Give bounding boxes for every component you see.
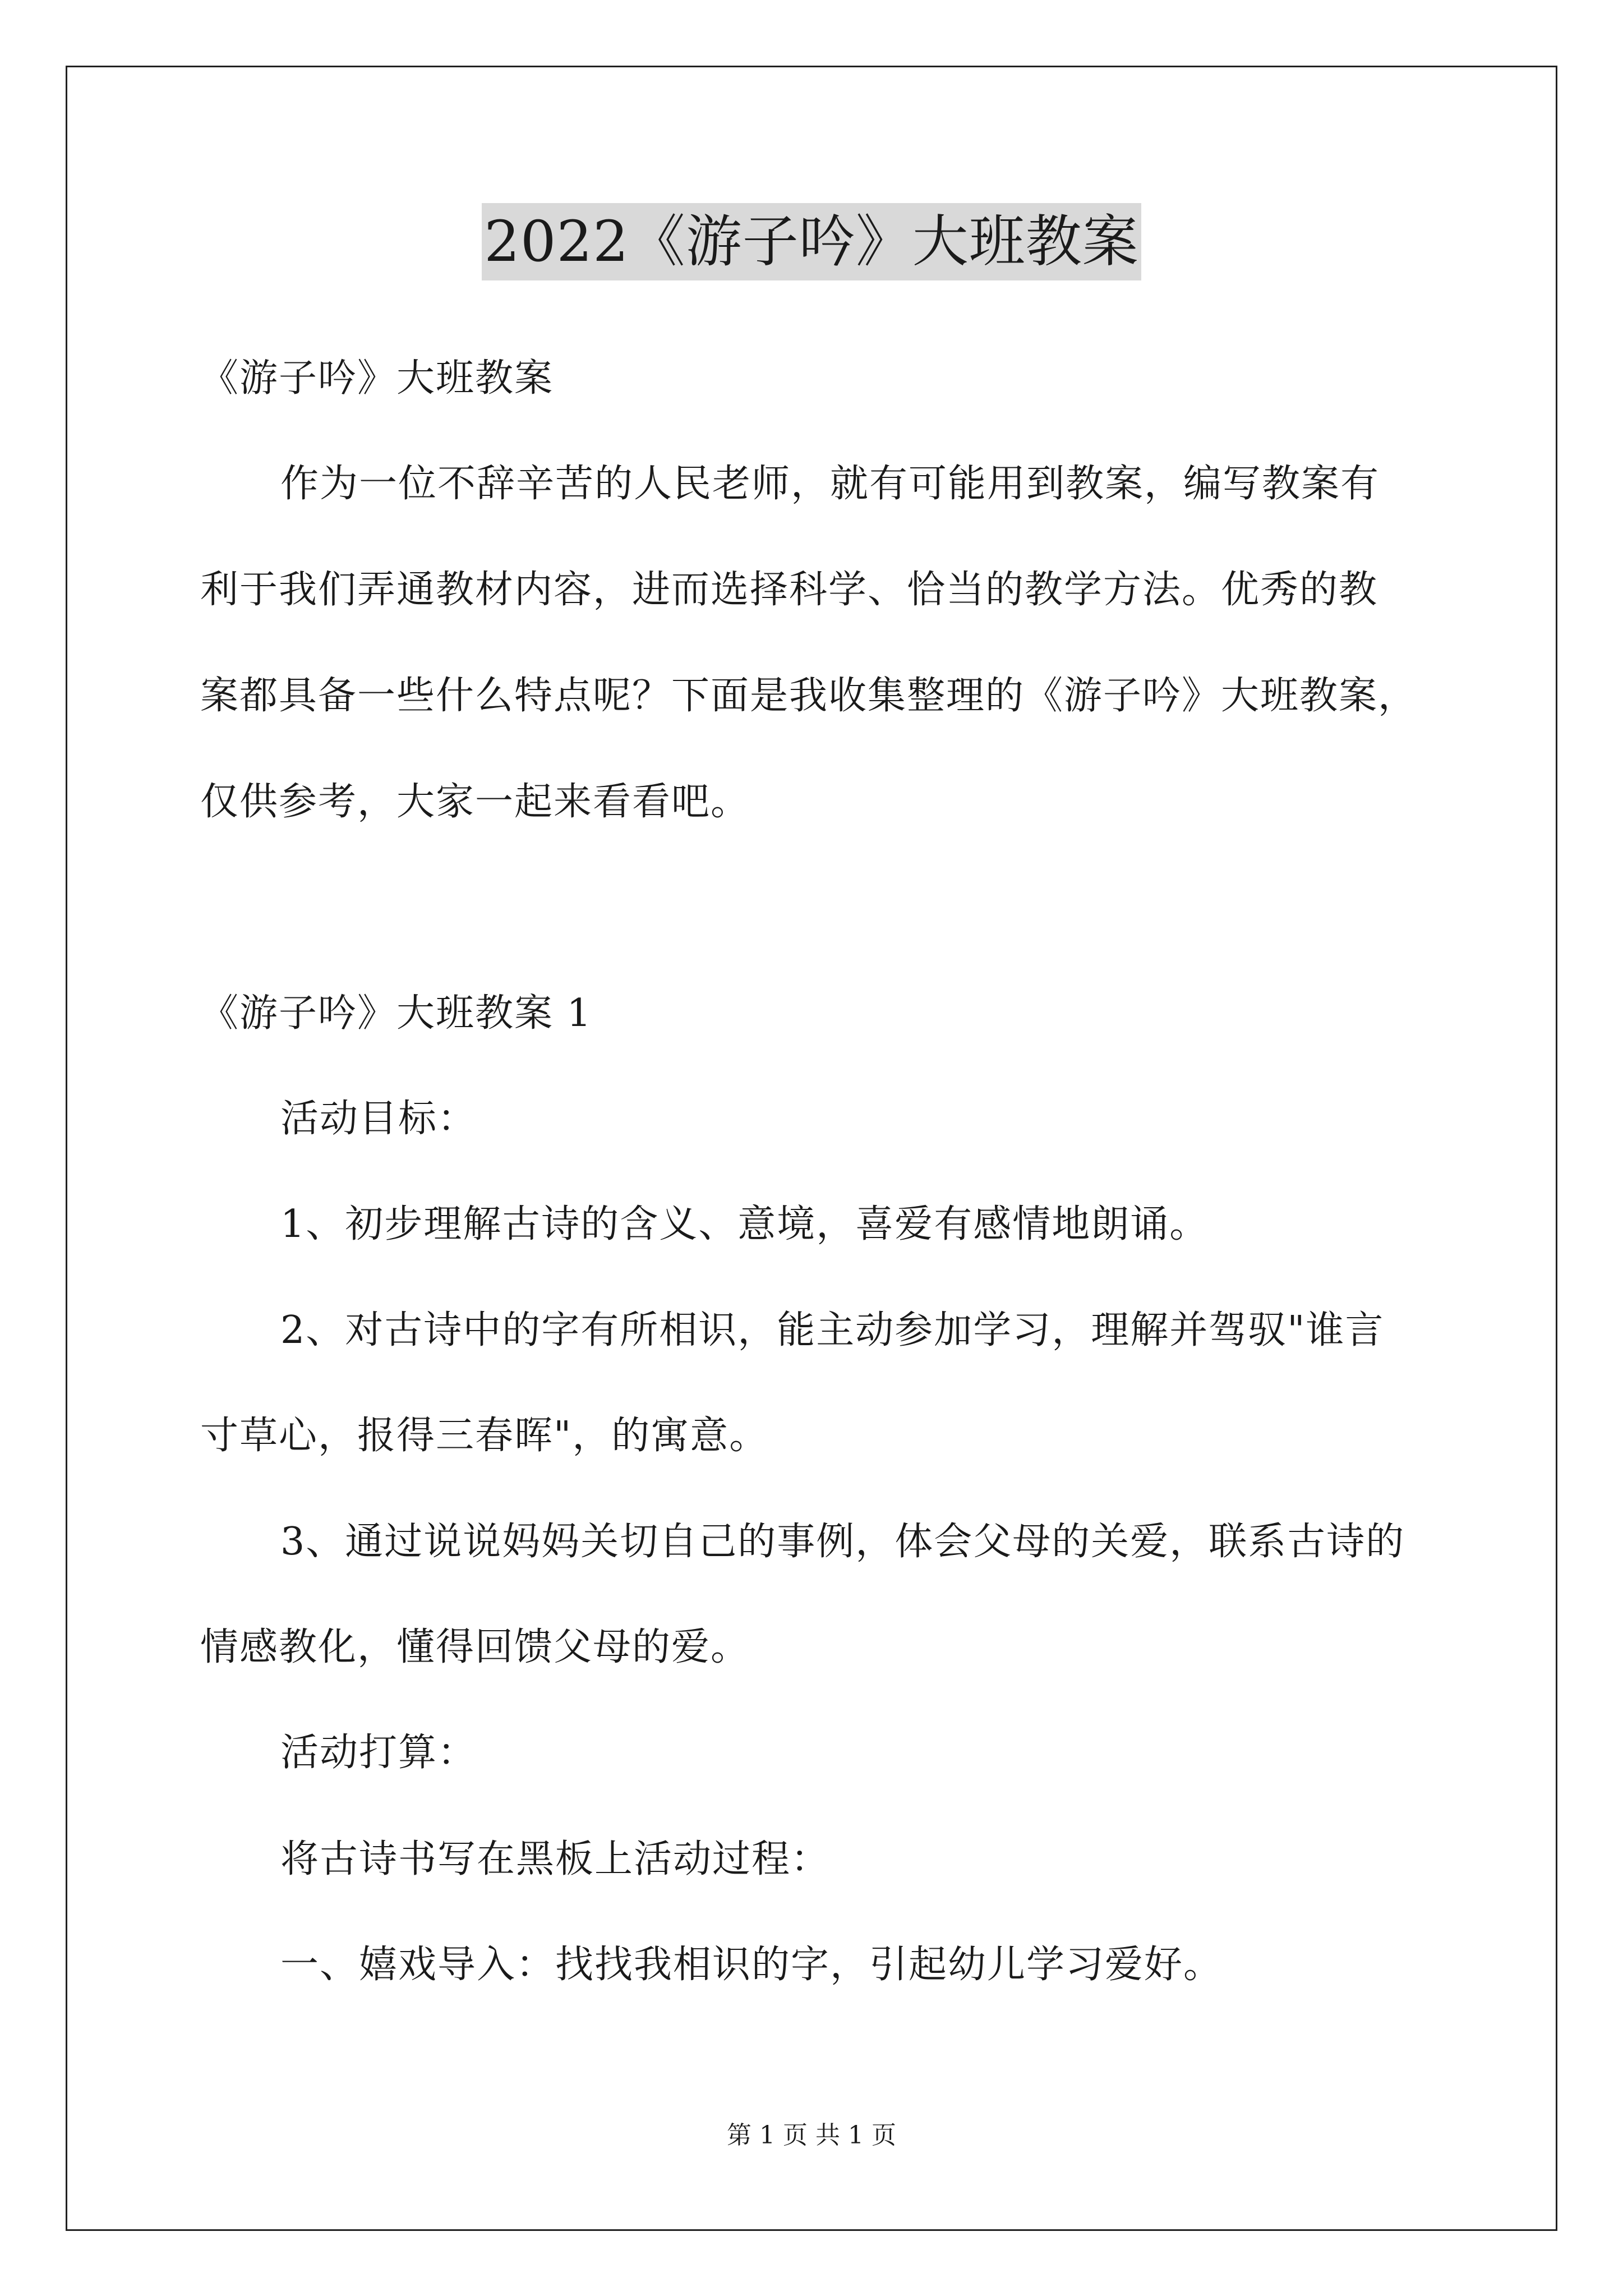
- paragraph-line: 活动目标：: [280, 1097, 477, 1141]
- paragraph-line: 将古诗书写在黑板上活动过程：: [280, 1837, 831, 1881]
- paragraph-line: 案都具备一些什么特点呢？下面是我收集整理的《游子吟》大班教案，: [200, 674, 1418, 718]
- paragraph-line: 1、初步理解古诗的含义、意境，喜爱有感情地朗诵。: [280, 1202, 1209, 1246]
- section-heading: 《游子吟》大班教案 1: [200, 991, 592, 1036]
- paragraph-line: 活动打算：: [280, 1731, 477, 1775]
- paragraph-line: 3、通过说说妈妈关切自己的事例，体会父母的关爱，联系古诗的: [280, 1520, 1405, 1564]
- title-container: [0, 203, 1623, 280]
- paragraph-line: 利于我们弄通教材内容，进而选择科学、恰当的教学方法。优秀的教: [200, 568, 1378, 612]
- paragraph-line: 作为一位不辞辛苦的人民老师，就有可能用到教案，编写教案有: [280, 462, 1380, 506]
- paragraph-line: 一、嬉戏导入：找找我相识的字，引起幼儿学习爱好。: [280, 1943, 1223, 1987]
- page-footer: 第 1 页 共 1 页: [727, 2121, 896, 2150]
- subtitle-line: 《游子吟》大班教案: [200, 356, 554, 401]
- paragraph-line: 仅供参考，大家一起来看看吧。: [200, 780, 750, 824]
- document-title: 2022《游子吟》大班教案: [482, 203, 1141, 280]
- paragraph-line: 情感教化，懂得回馈父母的爱。: [200, 1625, 750, 1669]
- paragraph-line: 2、对古诗中的字有所相识，能主动参加学习，理解并驾驭"谁言: [280, 1308, 1385, 1352]
- paragraph-line: 寸草心，报得三春晖"，的寓意。: [200, 1414, 769, 1458]
